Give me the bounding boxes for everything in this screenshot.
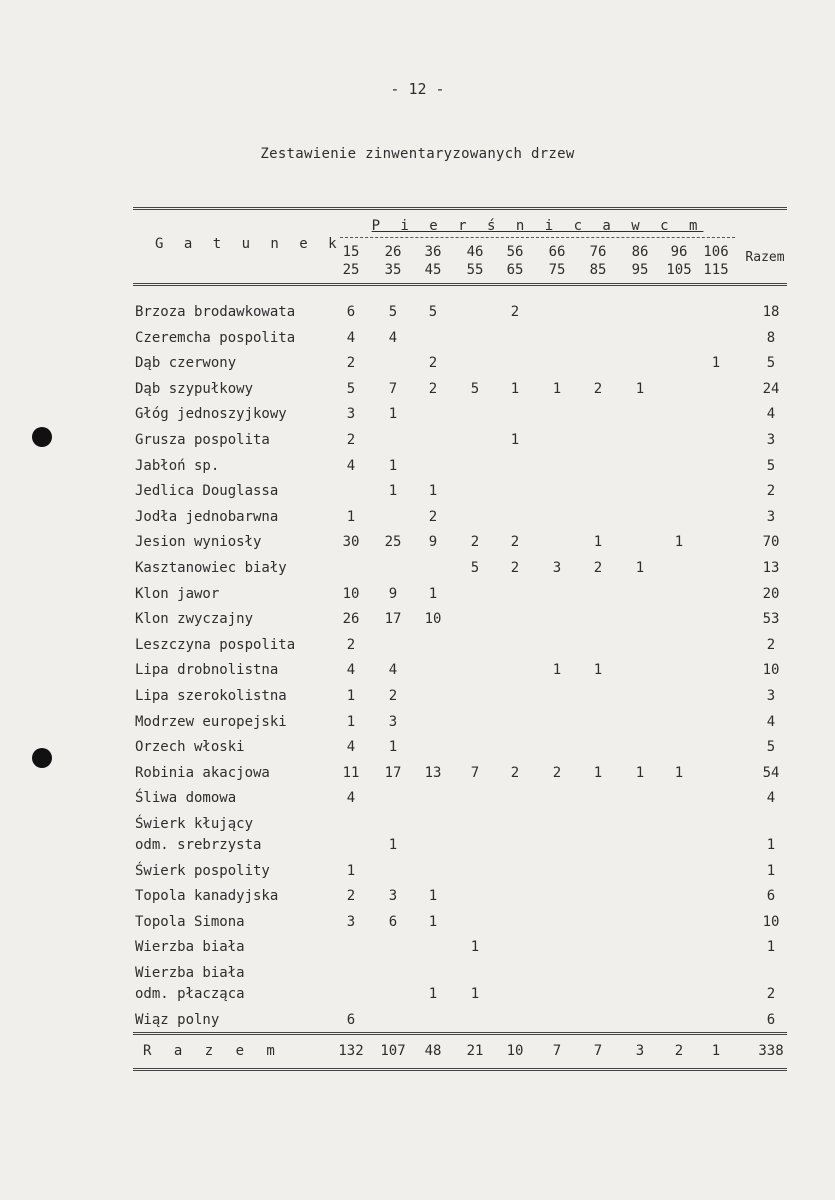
count-cell: 1 [635,764,645,781]
count-cell: 5 [428,304,438,320]
count-cell: 1 [428,585,438,602]
header-group: P i e r ś n i c a w c m [371,218,704,234]
row-total-cell: 1 [766,837,776,853]
count-cell: 2 [388,688,398,704]
count-cell: 2 [428,380,438,397]
count-cell: 2 [552,764,562,781]
species-name: Jesion wyniosły [135,534,262,551]
summary-cell: 3 [635,1043,645,1059]
count-cell: 5 [470,380,480,397]
count-cell: 3 [388,888,398,905]
grand-total-cell: 338 [758,1043,784,1059]
count-cell: 1 [552,662,562,679]
row-total-cell: 18 [762,304,780,320]
count-cell: 1 [346,688,356,704]
count-cell: 4 [346,329,356,346]
count-cell: 1 [593,764,603,781]
count-cell: 1 [510,432,520,448]
header-total: Razem [745,250,785,265]
count-cell: 3 [346,913,356,930]
count-cell: 25 [384,534,402,551]
species-name: Wiąz polny [135,1011,220,1028]
species-name: odm. płacząca [135,986,245,1002]
count-cell: 1 [388,483,398,500]
row-total-cell: 24 [762,380,780,397]
row-total-cell: 1 [766,862,776,879]
count-cell: 1 [428,483,438,500]
species-name: Głóg jednoszyjkowy [135,406,287,423]
count-cell: 10 [424,611,442,628]
summary-cell: 1 [711,1043,721,1059]
count-cell: 10 [342,585,360,602]
header-range-from: 15 [342,244,360,260]
header-range [413,243,453,279]
summary-cell: 132 [338,1043,364,1059]
header-species: G a t u n e k [155,236,343,252]
row-total-cell: 2 [766,636,776,653]
header-range [620,243,660,279]
species-name: Leszczyna pospolita [135,636,296,653]
summary-label: R a z e m [143,1043,282,1059]
count-cell: 7 [388,380,398,397]
row-total-cell: 53 [762,611,780,628]
row-total-cell: 3 [766,432,776,448]
document-title: Zestawienie zinwentaryzowanych drzew [260,146,575,162]
punch-hole-upper [32,427,52,447]
header-range-from: 66 [548,244,566,260]
header-range-to: 75 [548,262,566,278]
table-bottom-rule [133,1068,787,1071]
header-range-from: 36 [424,244,442,260]
count-cell: 1 [711,355,721,372]
count-cell: 13 [424,764,442,781]
species-name: Lipa szerokolistna [135,688,287,704]
count-cell: 5 [388,304,398,320]
header-range-to: 95 [631,262,649,278]
species-name: Lipa drobnolistna [135,662,279,679]
row-total-cell: 3 [766,508,776,525]
count-cell: 9 [388,585,398,602]
count-cell: 5 [346,380,356,397]
header-range-from: 106 [703,244,729,260]
species-name: Grusza pospolita [135,432,270,448]
count-cell: 1 [346,713,356,730]
species-name: Jedlica Douglassa [135,483,279,500]
species-name: Świerk kłujący [135,816,254,832]
count-cell: 17 [384,611,402,628]
row-total-cell: 5 [766,355,776,372]
count-cell: 1 [470,939,480,956]
species-name: Topola Simona [135,913,245,930]
row-total-cell: 4 [766,790,776,807]
species-name: Jabłoń sp. [135,457,220,474]
header-range-to: 25 [342,262,360,278]
count-cell: 17 [384,764,402,781]
header-range-from: 96 [670,244,688,260]
count-cell: 9 [428,534,438,551]
count-cell: 1 [674,534,684,551]
count-cell: 6 [346,1011,356,1028]
species-name: Topola kanadyjska [135,888,279,905]
header-range-from: 76 [589,244,607,260]
header-range-to: 115 [703,262,729,278]
summary-cell: 2 [674,1043,684,1059]
header-range [696,243,736,279]
count-cell: 2 [510,764,520,781]
count-cell: 2 [346,355,356,372]
species-name: Wierzba biała [135,965,245,981]
row-total-cell: 13 [762,560,780,576]
count-cell: 1 [388,457,398,474]
row-total-cell: 5 [766,457,776,474]
species-name: Czeremcha pospolita [135,329,296,346]
count-cell: 1 [428,986,438,1002]
row-total-cell: 10 [762,913,780,930]
header-range [578,243,618,279]
count-cell: 2 [510,304,520,320]
summary-cell: 10 [506,1043,524,1059]
header-bottom-rule [133,283,787,286]
header-range-to: 45 [424,262,442,278]
count-cell: 1 [428,913,438,930]
count-cell: 6 [346,304,356,320]
header-range-to: 35 [384,262,402,278]
species-name: Jodła jednobarwna [135,508,279,525]
count-cell: 1 [346,862,356,879]
row-total-cell: 6 [766,1011,776,1028]
species-name: Modrzew europejski [135,713,287,730]
row-total-cell: 3 [766,688,776,704]
species-name: Klon zwyczajny [135,611,254,628]
count-cell: 2 [593,380,603,397]
count-cell: 1 [470,986,480,1002]
header-range [659,243,699,279]
page-number: - 12 - [390,80,445,98]
species-name: Klon jawor [135,585,220,602]
count-cell: 3 [346,406,356,423]
species-name: Świerk pospolity [135,862,270,879]
species-name: Brzoza brodawkowata [135,304,296,320]
count-cell: 2 [428,508,438,525]
count-cell: 4 [388,662,398,679]
summary-cell: 107 [380,1043,406,1059]
row-total-cell: 20 [762,585,780,602]
count-cell: 4 [346,662,356,679]
species-name: Wierzba biała [135,939,245,956]
count-cell: 7 [470,764,480,781]
count-cell: 2 [346,432,356,448]
count-cell: 1 [388,739,398,756]
header-range-from: 46 [466,244,484,260]
row-total-cell: 2 [766,483,776,500]
count-cell: 1 [510,380,520,397]
species-name: Orzech włoski [135,739,245,756]
species-name: Dąb czerwony [135,355,237,372]
table-top-rule [133,207,787,210]
row-total-cell: 54 [762,764,780,781]
row-total-cell: 4 [766,713,776,730]
row-total-cell: 5 [766,739,776,756]
count-cell: 30 [342,534,360,551]
species-name: Dąb szypułkowy [135,380,254,397]
summary-cell: 48 [424,1043,442,1059]
summary-cell: 7 [552,1043,562,1059]
header-range [331,243,371,279]
row-total-cell: 8 [766,329,776,346]
count-cell: 5 [470,560,480,576]
count-cell: 1 [388,406,398,423]
header-group-rule [340,237,735,238]
count-cell: 4 [346,457,356,474]
punch-hole-lower [32,748,52,768]
header-range-to: 55 [466,262,484,278]
summary-top-rule [133,1032,787,1035]
header-range-to: 85 [589,262,607,278]
header-range-to: 105 [666,262,692,278]
header-range [373,243,413,279]
count-cell: 1 [388,837,398,853]
count-cell: 2 [346,636,356,653]
row-total-cell: 1 [766,939,776,956]
count-cell: 1 [428,888,438,905]
row-total-cell: 2 [766,986,776,1002]
row-total-cell: 10 [762,662,780,679]
summary-cell: 21 [466,1043,484,1059]
count-cell: 4 [388,329,398,346]
header-range-from: 86 [631,244,649,260]
count-cell: 2 [510,534,520,551]
count-cell: 1 [674,764,684,781]
row-total-cell: 6 [766,888,776,905]
header-range [455,243,495,279]
row-total-cell: 70 [762,534,780,551]
count-cell: 1 [635,560,645,576]
count-cell: 3 [552,560,562,576]
row-total-cell: 4 [766,406,776,423]
count-cell: 1 [635,380,645,397]
header-range-to: 65 [506,262,524,278]
count-cell: 1 [552,380,562,397]
count-cell: 4 [346,790,356,807]
count-cell: 1 [346,508,356,525]
count-cell: 1 [593,534,603,551]
count-cell: 2 [346,888,356,905]
count-cell: 2 [593,560,603,576]
count-cell: 11 [342,764,360,781]
header-range [537,243,577,279]
header-range [495,243,535,279]
species-name: Śliwa domowa [135,790,237,807]
count-cell: 4 [346,739,356,756]
species-name: Kasztanowiec biały [135,560,287,576]
species-name: odm. srebrzysta [135,837,262,853]
count-cell: 3 [388,713,398,730]
count-cell: 6 [388,913,398,930]
summary-cell: 7 [593,1043,603,1059]
header-range-from: 56 [506,244,524,260]
count-cell: 2 [510,560,520,576]
count-cell: 1 [593,662,603,679]
species-name: Robinia akacjowa [135,764,270,781]
count-cell: 26 [342,611,360,628]
header-range-from: 26 [384,244,402,260]
count-cell: 2 [428,355,438,372]
count-cell: 2 [470,534,480,551]
